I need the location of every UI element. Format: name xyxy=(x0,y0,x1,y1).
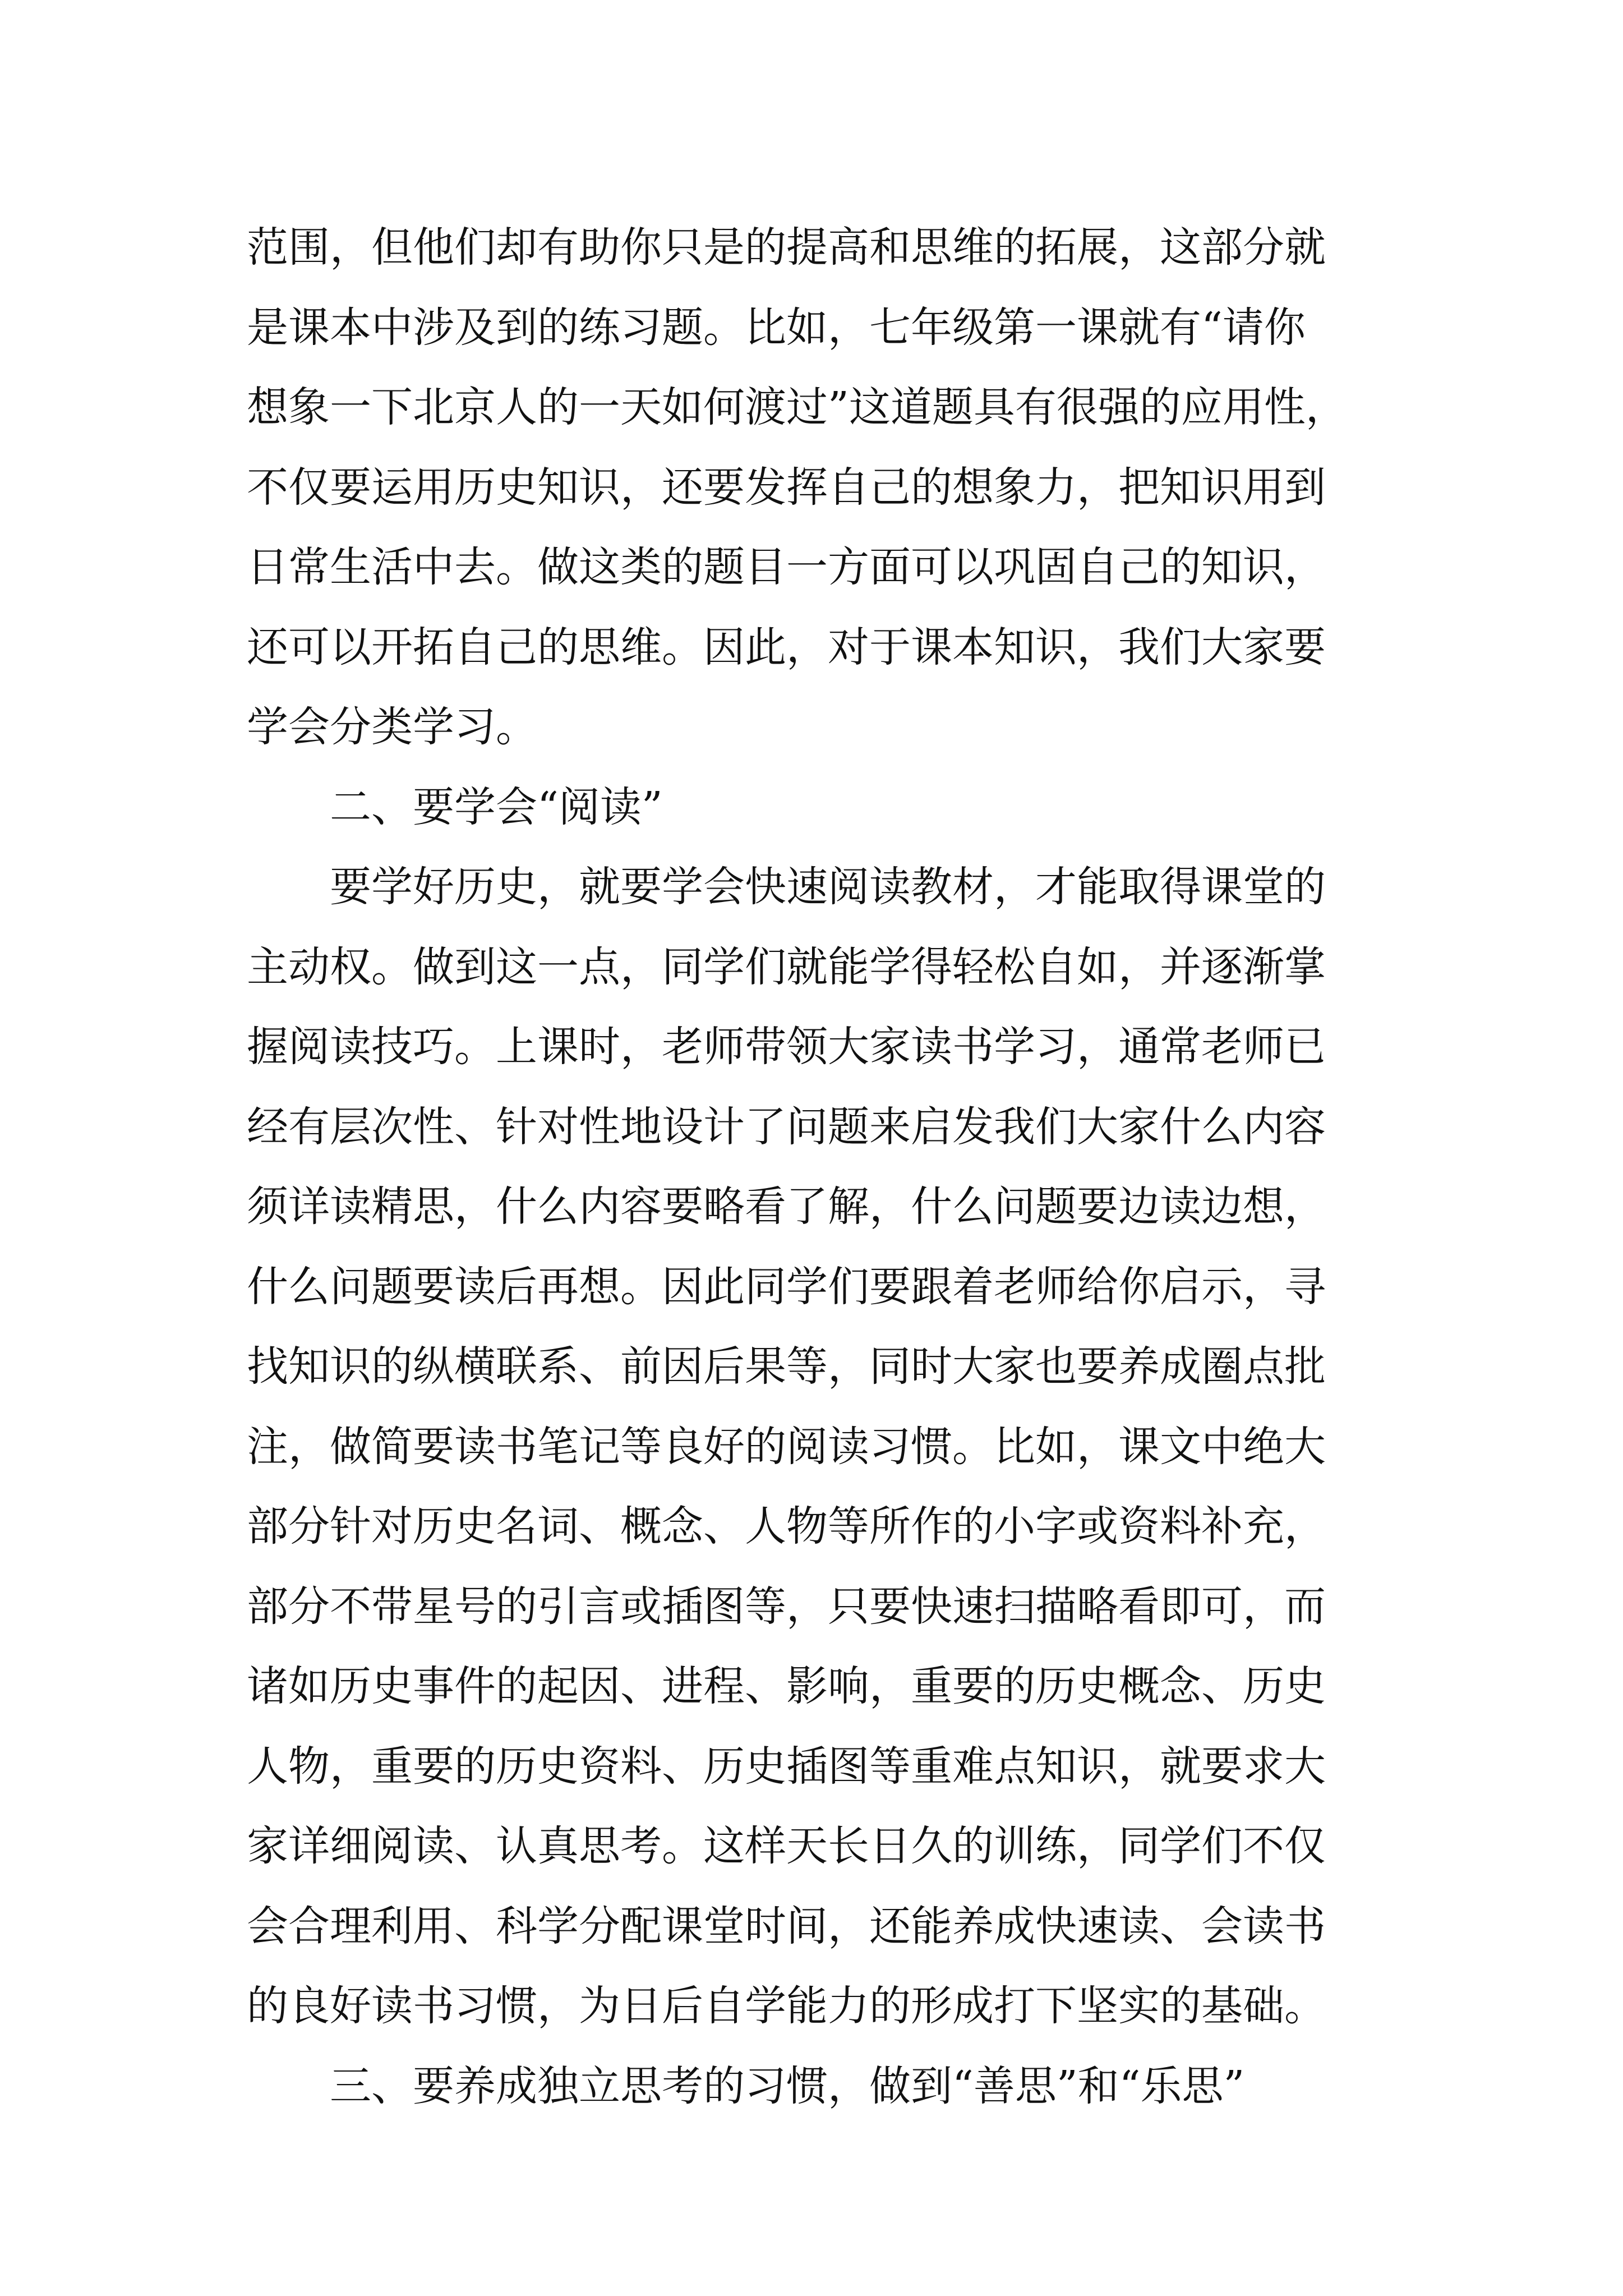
text-line: 须详读精思，什么内容要略看了解，什么问题要边读边想， xyxy=(247,1182,1326,1231)
text-line: 范围，但他们却有助你只是的提高和思维的拓展，这部分就 xyxy=(247,223,1326,272)
text-line: 日常生活中去。做这类的题目一方面可以巩固自己的知识， xyxy=(247,543,1326,591)
text-line: 还可以开拓自己的思维。因此，对于课本知识，我们大家要 xyxy=(247,623,1326,671)
text-line: 注，做简要读书笔记等良好的阅读习惯。比如，课文中绝大 xyxy=(247,1422,1326,1471)
text-line: 家详细阅读、认真思考。这样天长日久的训练，同学们不仅 xyxy=(247,1822,1326,1870)
document-body xyxy=(247,208,1396,2126)
text-line: 握阅读技巧。上课时，老师带领大家读书学习，通常老师已 xyxy=(247,1023,1326,1071)
section-heading: 三、要养成独立思考的习惯，做到“善思”和“乐思” xyxy=(330,2062,1245,2110)
text-line: 的良好读书习惯，为日后自学能力的形成打下坚实的基础。 xyxy=(247,1982,1326,2030)
text-line: 是课本中涉及到的练习题。比如，七年级第一课就有“请你 xyxy=(247,303,1306,352)
text-line: 什么问题要读后再想。因此同学们要跟着老师给你启示，寻 xyxy=(247,1262,1326,1311)
text-line: 诸如历史事件的起因、进程、影响，重要的历史概念、历史 xyxy=(247,1662,1326,1710)
text-line: 会合理利用、科学分配课堂时间，还能养成快速读、会读书 xyxy=(247,1902,1326,1950)
text-line: 部分不带星号的引言或插图等，只要快速扫描略看即可，而 xyxy=(247,1582,1326,1631)
text-line: 经有层次性、针对性地设计了问题来启发我们大家什么内容 xyxy=(247,1102,1326,1151)
text-line: 主动权。做到这一点，同学们就能学得轻松自如，并逐渐掌 xyxy=(247,942,1326,991)
text-line: 部分针对历史名词、概念、人物等所作的小字或资料补充， xyxy=(247,1502,1326,1550)
text-line: 人物，重要的历史资料、历史插图等重难点知识，就要求大 xyxy=(247,1742,1326,1791)
section-heading: 二、要学会“阅读” xyxy=(330,783,663,831)
text-line: 想象一下北京人的一天如何渡过”这道题具有很强的应用性， xyxy=(247,383,1347,431)
text-line: 不仅要运用历史知识，还要发挥自己的想象力，把知识用到 xyxy=(247,463,1326,512)
text-line: 找知识的纵横联系、前因后果等，同时大家也要养成圈点批 xyxy=(247,1342,1326,1391)
text-line: 学会分类学习。 xyxy=(247,703,537,751)
text-line: 要学好历史，就要学会快速阅读教材，才能取得课堂的 xyxy=(330,863,1326,911)
